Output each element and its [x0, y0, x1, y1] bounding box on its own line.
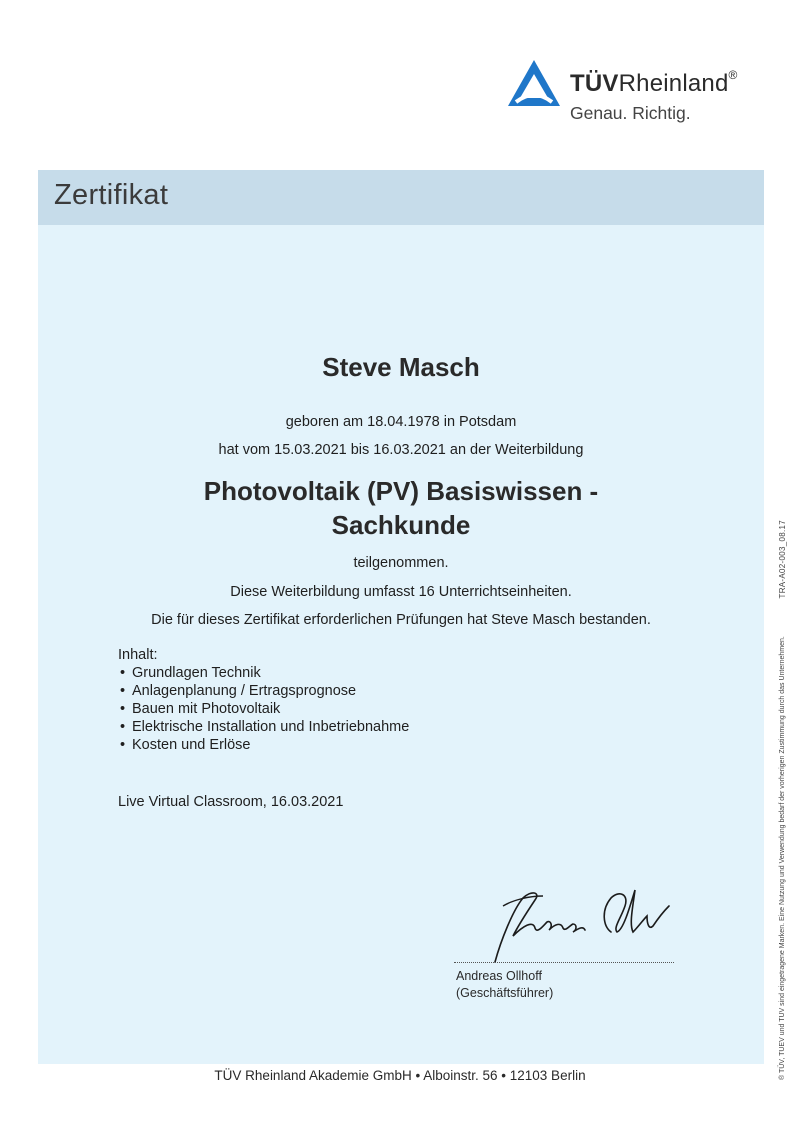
participated-line: teilgenommen. [353, 555, 449, 571]
certificate-title: Zertifikat [54, 179, 169, 211]
logo-brand [570, 70, 738, 98]
passed-line: Die für dieses Zertifikat erforderlichen Prüfungen hat Steve Masch bestanden. [151, 612, 651, 628]
logo-brand-regular: Rheinland [618, 70, 729, 97]
tuv-logo [506, 58, 776, 128]
birth-line: geboren am 18.04.1978 in Potsdam [285, 414, 517, 430]
trademark-note: ® TÜV, TUEV und TUV sind eingetragene Marken. Eine Nutzung und Verwendung bedarf der vorherigen Zustimmung durch das Unternehmen. [778, 636, 786, 1080]
signer-block [456, 968, 553, 1002]
content-label: Inhalt: [118, 647, 158, 663]
certificate-panel [38, 170, 764, 1064]
footer-address: TÜV Rheinland Akademie GmbH • Alboinstr. 56 • 12103 Berlin [214, 1068, 586, 1083]
signature-line [454, 962, 674, 963]
list-item: • Bauen mit Photovoltaik [120, 701, 281, 717]
triangle-logo-icon [506, 58, 562, 108]
logo-brand-bold: TÜV [570, 70, 619, 97]
side-note [767, 520, 797, 1080]
course-title [38, 474, 764, 542]
recipient-name: Steve Masch [322, 352, 480, 382]
signer-role: (Geschäftsführer) [456, 986, 554, 1000]
content-list [118, 664, 409, 754]
logo-tagline: Genau. Richtig. [570, 103, 691, 123]
course-title-line1: Photovoltaik (PV) Basiswissen - [203, 476, 599, 506]
list-item: • Grundlagen Technik [120, 665, 261, 681]
registered-mark: ® [728, 68, 738, 82]
signer-name: Andreas Ollhoff [456, 969, 542, 983]
list-item: • Anlagenplanung / Ertragsprognose [120, 683, 357, 699]
course-title-line2: Sachkunde [331, 510, 471, 540]
document-code: TRA-A02-003_08.17 [777, 520, 787, 599]
date-line: hat vom 15.03.2021 bis 16.03.2021 an der Weiterbildung [218, 442, 584, 458]
place-date: Live Virtual Classroom, 16.03.2021 [118, 794, 344, 810]
handwritten-signature [443, 870, 683, 965]
units-line: Diese Weiterbildung umfasst 16 Unterrichtseinheiten. [230, 584, 572, 600]
content-section [118, 646, 409, 754]
list-item: • Elektrische Installation und Inbetriebnahme [120, 719, 410, 735]
side-note-text [767, 520, 797, 1080]
list-item: • Kosten und Erlöse [120, 737, 251, 753]
title-band [38, 170, 764, 225]
